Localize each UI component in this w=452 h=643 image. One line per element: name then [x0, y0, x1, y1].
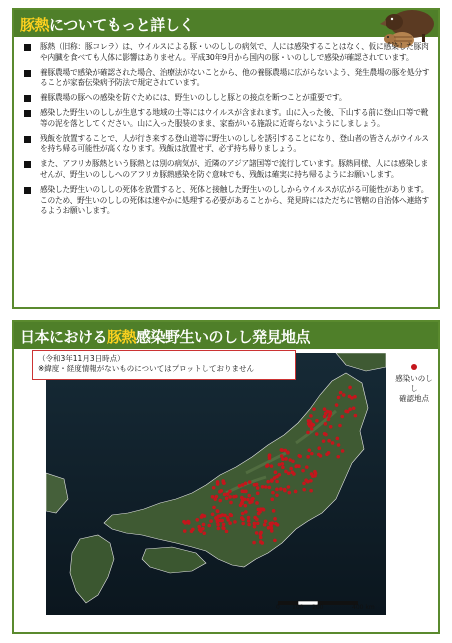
infection-point — [337, 443, 341, 447]
infection-point — [269, 524, 273, 528]
infection-point — [216, 510, 220, 514]
infection-point — [241, 512, 245, 516]
infection-point — [271, 491, 275, 495]
infection-point — [322, 439, 326, 443]
infection-point — [229, 513, 233, 517]
infection-point — [268, 486, 272, 490]
infection-point — [340, 415, 344, 419]
infection-point — [346, 410, 350, 414]
infection-point — [315, 432, 319, 436]
info-panel — [12, 8, 440, 309]
infection-point — [273, 517, 277, 521]
infection-point — [225, 530, 229, 534]
infection-point — [275, 488, 279, 492]
infection-point — [339, 391, 343, 395]
infection-point — [225, 497, 229, 501]
infection-point — [264, 519, 268, 523]
list-item: 感染した野生いのししの死体を放置すると、死体と接触した野生いのししからウイルスが広がる可能性があります。このため、野生いのししの死体は速やかに処理する必要があることから、発見時にはただちに管轄の自治体へ連絡するようお願いします。 — [22, 185, 430, 217]
infection-point — [211, 512, 215, 516]
infection-point — [195, 518, 199, 522]
infection-point — [253, 522, 257, 526]
infection-point — [221, 479, 225, 483]
bullet-square-icon — [24, 70, 31, 77]
infection-point — [281, 457, 285, 461]
infection-point — [287, 485, 291, 489]
infection-point — [215, 495, 219, 499]
infection-point — [270, 497, 274, 501]
infection-point — [298, 455, 302, 459]
infection-point — [331, 441, 335, 445]
japan-satellite-map — [46, 353, 386, 615]
infection-point — [310, 452, 314, 456]
map-header — [14, 322, 438, 349]
infection-point — [212, 486, 216, 490]
infection-point — [279, 487, 283, 491]
bullet-square-icon — [24, 95, 31, 102]
infection-point — [217, 527, 221, 531]
infection-point — [223, 514, 227, 518]
infection-point — [309, 414, 313, 418]
infection-point — [338, 424, 342, 428]
infection-point — [259, 531, 263, 535]
map-panel — [12, 320, 440, 634]
infection-point — [255, 501, 259, 505]
infection-point — [328, 414, 332, 418]
infection-point — [260, 541, 264, 545]
infection-point — [350, 396, 354, 400]
infection-point — [240, 496, 244, 500]
infection-point — [341, 449, 345, 453]
infection-point — [256, 486, 260, 490]
infection-point — [306, 480, 310, 484]
infection-point — [264, 485, 268, 489]
infection-point — [278, 473, 282, 477]
infection-point — [306, 431, 310, 435]
infection-point — [276, 523, 280, 527]
infection-point — [228, 495, 232, 499]
bullet-square-icon — [24, 136, 31, 143]
scale-label: 0 — [276, 604, 280, 611]
infection-point — [255, 531, 259, 535]
infection-point — [325, 452, 329, 456]
infection-point — [307, 448, 311, 452]
infection-point — [327, 418, 331, 422]
infection-point — [259, 536, 263, 540]
infection-point — [310, 423, 314, 427]
infection-point — [218, 499, 222, 503]
infection-point — [253, 525, 257, 529]
infection-point — [233, 520, 237, 524]
infection-point — [222, 527, 226, 531]
legend-dot-icon — [411, 364, 417, 370]
infection-point — [200, 515, 204, 519]
infection-point — [273, 539, 277, 543]
map-legend: 感染いのしし 確認地点 — [394, 364, 434, 404]
infection-point — [328, 410, 332, 414]
infection-point — [256, 521, 260, 525]
infection-point — [247, 519, 251, 523]
infection-point — [190, 529, 194, 533]
infection-point — [253, 516, 257, 520]
infection-point — [248, 480, 252, 484]
infection-point — [207, 524, 211, 528]
infection-point — [313, 474, 317, 478]
infection-point — [287, 491, 291, 495]
scale-label: 100 — [292, 604, 304, 611]
infection-point — [244, 504, 248, 508]
infection-point — [270, 478, 274, 482]
infection-point — [274, 470, 278, 474]
list-item: 豚熱（旧称：豚コレラ）は、ウイルスによる豚・いのししの病気で、人には感染することはなく、仮に感染した豚肉や内臓を食べても人体に影響はありません。平成30年9月から国内の豚・いのししで感染が確認されています。 — [22, 42, 430, 64]
infection-point — [229, 501, 233, 505]
infection-point — [228, 521, 232, 525]
infection-point — [247, 516, 251, 520]
infection-point — [280, 454, 284, 458]
infection-point — [281, 466, 285, 470]
infection-point — [202, 531, 206, 535]
infection-point — [223, 493, 227, 497]
bullet-square-icon — [24, 187, 31, 194]
infection-point — [209, 519, 213, 523]
bullet-square-icon — [24, 110, 31, 117]
infection-point — [270, 529, 274, 533]
infection-point — [261, 485, 265, 489]
infection-point — [280, 448, 284, 452]
infection-point — [259, 507, 263, 511]
map-title: 日本における豚熱感染野生いのしし発見地点 — [20, 328, 311, 346]
date-note-box: （令和3年11月3日時点） ※緯度・経度情報がないものについてはプロットしておりません — [32, 350, 296, 380]
infection-point — [275, 493, 279, 497]
infection-point — [272, 509, 276, 513]
list-item: 感染した野生いのししが生息する地域の土等にはウイルスが含まれます。山に入った後、下山する前に登山口等で靴等の泥を落としてください。山に入った服装のまま、家畜がいる施設に近寄らないようにしましょう。 — [22, 108, 430, 130]
scale-bar — [276, 594, 386, 614]
infection-point — [324, 422, 328, 426]
infection-point — [197, 525, 201, 529]
infection-point — [222, 523, 226, 527]
infection-point — [315, 419, 319, 423]
info-header — [14, 10, 438, 37]
infection-point — [305, 465, 309, 469]
infection-point — [202, 523, 206, 527]
infection-point — [323, 407, 327, 411]
infection-point — [247, 523, 251, 527]
infection-point — [212, 506, 216, 510]
infection-point — [216, 482, 220, 486]
infection-point — [336, 437, 340, 441]
infection-point — [335, 403, 339, 407]
infection-point — [317, 446, 321, 450]
list-item: 残飯を放置することで、人が行き来する登山道等に野生いのししを誘引することになり、登山者の皆さんがウイルスを持ち帰る可能性が高くなります。残飯は放置せず、必ず持ち帰りましょう。 — [22, 134, 430, 156]
infection-point — [275, 480, 279, 484]
infection-point — [323, 415, 327, 419]
infection-point — [270, 464, 274, 468]
infection-point — [241, 522, 245, 526]
scale-label: 400 km — [352, 604, 375, 611]
infection-point — [286, 451, 290, 455]
infection-point — [336, 455, 340, 459]
infection-point — [266, 480, 270, 484]
infection-point — [312, 407, 316, 411]
infection-point — [220, 519, 224, 523]
infection-point — [183, 529, 187, 533]
infection-point — [302, 482, 306, 486]
infection-point — [244, 510, 248, 514]
infection-point — [329, 425, 333, 429]
infection-point — [246, 498, 250, 502]
infection-point — [199, 529, 203, 533]
infection-point — [287, 472, 291, 476]
infection-point — [244, 481, 248, 485]
infection-point — [219, 489, 223, 493]
infection-point — [317, 453, 321, 457]
infection-point — [281, 462, 285, 466]
list-item: また、アフリカ豚熱という豚熱とは別の病気が、近隣のアジア諸国等で流行しています。豚熱同様、人には感染しませんが、野生いのししへのアフリカ豚熱感染を防ぐ意味でも、残飯は確実に持ち帰るようにお願いします。 — [22, 159, 430, 181]
infection-point — [324, 412, 328, 416]
infection-point — [309, 489, 313, 493]
infection-point — [306, 455, 310, 459]
infection-point — [354, 414, 358, 418]
bullet-square-icon — [24, 161, 31, 168]
infection-point — [283, 488, 287, 492]
infection-point — [295, 464, 299, 468]
infection-point — [284, 457, 288, 461]
infection-point — [348, 386, 352, 390]
infection-point — [323, 432, 327, 436]
info-title: 豚熱についてもっと詳しく — [20, 16, 194, 34]
infection-point — [337, 396, 341, 400]
infection-point — [301, 469, 305, 473]
infection-point — [313, 470, 317, 474]
infection-point — [214, 516, 218, 520]
infection-point — [310, 427, 314, 431]
infection-point — [247, 494, 251, 498]
infection-point — [278, 463, 282, 467]
infection-point — [250, 500, 254, 504]
infection-point — [252, 541, 256, 545]
infection-point — [291, 470, 295, 474]
infection-point — [352, 407, 356, 411]
japan-map-graphic — [46, 353, 386, 615]
infection-point — [216, 523, 220, 527]
infection-point — [302, 488, 306, 492]
scale-label: 200 — [312, 604, 324, 611]
infection-point — [342, 393, 346, 397]
infection-point — [327, 439, 331, 443]
infection-point — [291, 459, 295, 463]
infection-point — [263, 523, 267, 527]
infection-point — [186, 520, 190, 524]
infection-point — [294, 490, 298, 494]
infection-point — [238, 484, 242, 488]
infection-point — [289, 467, 293, 471]
infection-point — [265, 464, 269, 468]
infection-point — [211, 495, 215, 499]
infection-point — [308, 420, 312, 424]
bullet-square-icon — [24, 44, 31, 51]
infection-point — [241, 518, 245, 522]
list-item: 養豚農場で感染が確認された場合、治療法がないことから、他の養豚農場に広がらないよう、発生農場の豚を処分することが家畜伝染病予防法で規定されています。 — [22, 68, 430, 90]
infection-point — [256, 492, 260, 496]
infection-point — [253, 483, 257, 487]
info-bullet-list — [14, 37, 438, 217]
infection-point — [232, 495, 236, 499]
list-item: 養豚農場の豚への感染を防ぐためには、野生いのししと豚との接点を断つことが重要です。 — [22, 93, 430, 104]
infection-point — [242, 490, 246, 494]
infection-point — [268, 453, 272, 457]
